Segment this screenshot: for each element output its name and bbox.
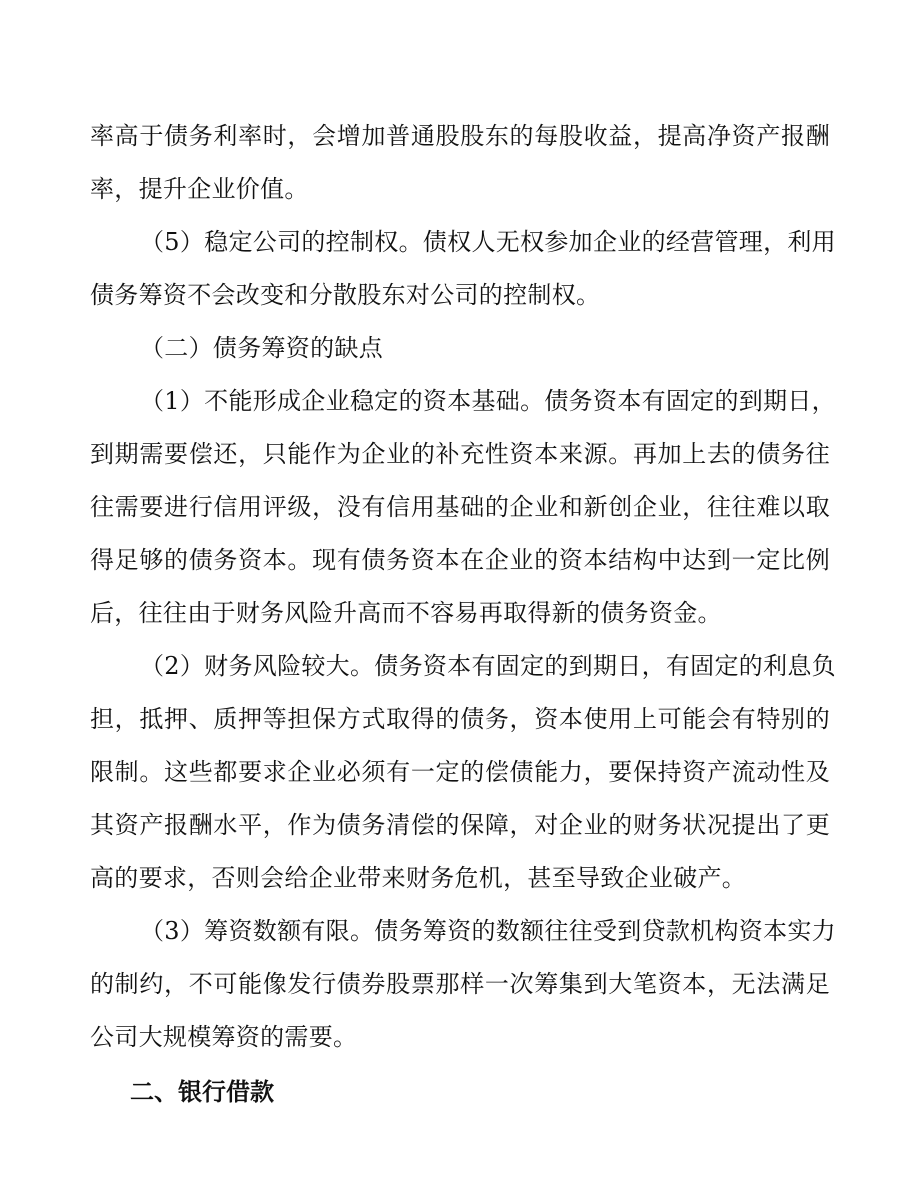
text-line: 得足够的债务资本。现有债务资本在企业的资本结构中达到一定比例 (90, 546, 830, 574)
text-line: 担，抵押、质押等担保方式取得的债务，资本使用上可能会有特别的 (90, 705, 830, 733)
text-line: （2）财务风险较大。债务资本有固定的到期日，有固定的利息负 (140, 652, 836, 680)
text-line: 高的要求，否则会给企业带来财务危机，甚至导致企业破产。 (90, 864, 747, 892)
text-line: （3）筹资数额有限。债务筹资的数额往往受到贷款机构资本实力 (140, 917, 836, 945)
text-line: 往需要进行信用评级，没有信用基础的企业和新创企业，往往难以取 (90, 493, 830, 521)
text-line: （1）不能形成企业稳定的资本基础。债务资本有固定的到期日， (140, 387, 836, 415)
text-line: （5）稳定公司的控制权。债权人无权参加企业的经营管理，利用 (140, 228, 836, 256)
text-line: 率高于债务利率时，会增加普通股股东的每股收益，提高净资产报酬 (90, 122, 830, 150)
text-line: 其资产报酬水平，作为债务清偿的保障，对企业的财务状况提出了更 (90, 811, 830, 839)
section-subheading: （二）债务筹资的缺点 (140, 334, 383, 362)
text-line: 率，提升企业价值。 (90, 175, 309, 203)
section-heading: 二、银行借款 (130, 1078, 274, 1106)
text-line: 公司大规模筹资的需要。 (90, 1023, 358, 1051)
text-line: 到期需要偿还，只能作为企业的补充性资本来源。再加上去的债务往 (90, 440, 830, 468)
text-line: 的制约，不可能像发行债券股票那样一次筹集到大笔资本，无法满足 (90, 970, 830, 998)
text-line: 后，往往由于财务风险升高而不容易再取得新的债务资金。 (90, 599, 722, 627)
text-line: 债务筹资不会改变和分散股东对公司的控制权。 (90, 281, 601, 309)
text-line: 限制。这些都要求企业必须有一定的偿债能力，要保持资产流动性及 (90, 758, 830, 786)
